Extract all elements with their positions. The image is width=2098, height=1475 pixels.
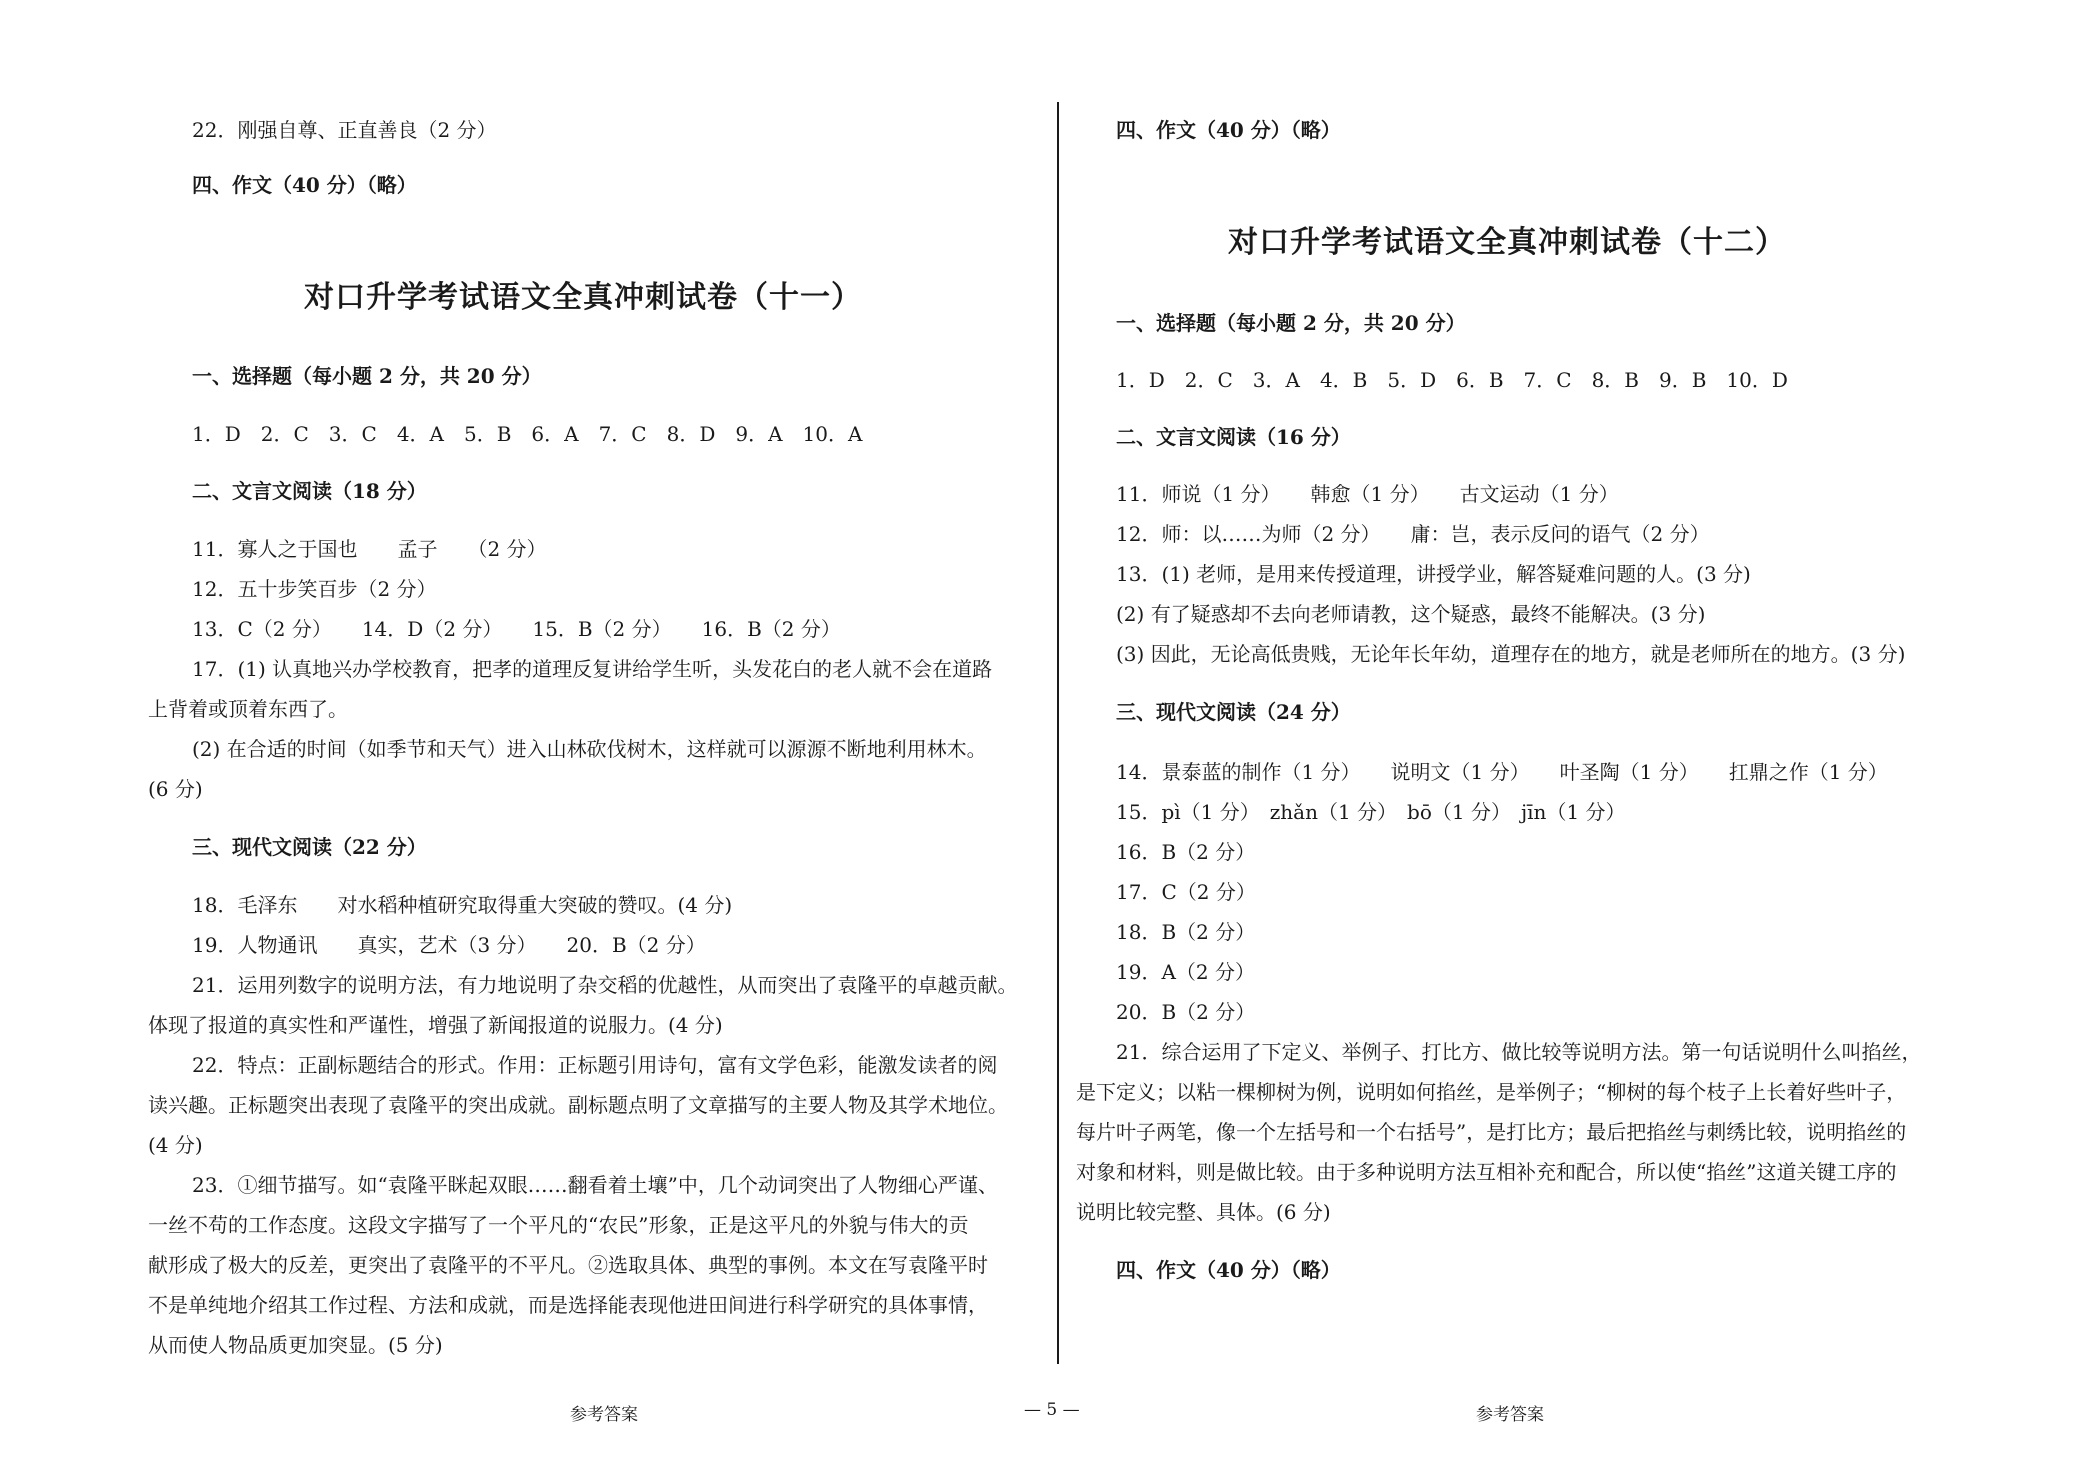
- answer-11: 11．寡人之于国也 孟子 （2 分）: [192, 537, 547, 561]
- section-choice: 一、选择题（每小题 2 分，共 20 分）: [192, 364, 542, 388]
- answer-17: 17．C（2 分）: [1116, 880, 1256, 904]
- answer-17-line4: (6 分): [148, 777, 203, 801]
- answer-21-line4: 对象和材料，则是做比较。由于多种说明方法互相补充和配合，所以使“掐丝”这道关键工序的: [1076, 1160, 1897, 1184]
- answer-23-line4: 不是单纯地介绍其工作过程、方法和成就，而是选择能表现他进田间进行科学研究的具体事情，: [148, 1293, 988, 1317]
- answer-23-line2: 一丝不苟的工作态度。这段文字描写了一个平凡的“农民”形象，正是这平凡的外貌与伟大的贡: [148, 1213, 969, 1237]
- answer-12: 12．五十步笑百步（2 分）: [192, 577, 437, 601]
- answer-11: 11．师说（1 分） 韩愈（1 分） 古文运动（1 分）: [1116, 482, 1619, 506]
- section-modern: 三、现代文阅读（22 分）: [192, 835, 427, 859]
- answer-22: 22．刚强自尊、正直善良（2 分）: [192, 118, 497, 142]
- column-divider: [1057, 102, 1059, 1364]
- section-essay-prev: 四、作文（40 分）（略）: [192, 173, 417, 197]
- page-number: — 5 —: [1024, 1400, 1080, 1420]
- answer-22-line3: (4 分): [148, 1133, 203, 1157]
- answer-15: 15．pì（1 分） zhǎn（1 分） bō（1 分） jīn（1 分）: [1116, 800, 1626, 824]
- answer-17-line3: (2) 在合适的时间（如季节和天气）进入山林砍伐树木，这样就可以源源不断地利用林木。: [192, 737, 987, 761]
- answer-18: 18．毛泽东 对水稻种植研究取得重大突破的赞叹。(4 分): [192, 893, 733, 917]
- section-classical: 二、文言文阅读（18 分）: [192, 479, 427, 503]
- answer-17-line1: 17．(1) 认真地兴办学校教育，把孝的道理反复讲给学生听，头发花白的老人就不会在道路: [192, 657, 993, 681]
- footer-left-label: 参考答案: [570, 1405, 638, 1425]
- answer-16: 16．B（2 分）: [1116, 840, 1256, 864]
- answer-22-line1: 22．特点：正副标题结合的形式。作用：正标题引用诗句，富有文学色彩，能激发读者的阅: [192, 1053, 998, 1077]
- answer-13-line3: (3) 因此，无论高低贵贱，无论年长年幼，道理存在的地方，就是老师所在的地方。(3 分): [1116, 642, 1906, 666]
- answer-23-line1: 23．①细节描写。如“袁隆平眯起双眼……翻看着土壤”中，几个动词突出了人物细心严谨、: [192, 1173, 998, 1197]
- section-essay: 四、作文（40 分）（略）: [1116, 1258, 1341, 1282]
- answer-13-line2: (2) 有了疑惑却不去向老师请教，这个疑惑，最终不能解决。(3 分): [1116, 602, 1706, 626]
- answer-21-line1: 21．综合运用了下定义、举例子、打比方、做比较等说明方法。第一句话说明什么叫掐丝，: [1116, 1040, 1922, 1064]
- answer-22-line2: 读兴趣。正标题突出表现了袁隆平的突出成就。副标题点明了文章描写的主要人物及其学术地位。: [148, 1093, 1008, 1117]
- answer-14: 14．景泰蓝的制作（1 分） 说明文（1 分） 叶圣陶（1 分） 扛鼎之作（1 分）: [1116, 760, 1888, 784]
- section-choice: 一、选择题（每小题 2 分，共 20 分）: [1116, 311, 1466, 335]
- answer-12: 12．师：以……为师（2 分） 庸：岂，表示反问的语气（2 分）: [1116, 522, 1710, 546]
- choice-answers: 1．D 2．C 3．C 4．A 5．B 6．A 7．C 8．D 9．A 10．A: [192, 422, 863, 446]
- answer-23-line5: 从而使人物品质更加突显。(5 分): [148, 1333, 443, 1357]
- answer-13-line1: 13．(1) 老师，是用来传授道理，讲授学业，解答疑难问题的人。(3 分): [1116, 562, 1751, 586]
- choice-answers: 1．D 2．C 3．A 4．B 5．D 6．B 7．C 8．B 9．B 10．D: [1116, 368, 1788, 392]
- section-essay-prev: 四、作文（40 分）（略）: [1116, 118, 1341, 142]
- answer-19: 19．A（2 分）: [1116, 960, 1255, 984]
- answer-20: 20．B（2 分）: [1116, 1000, 1256, 1024]
- answer-19-20: 19．人物通讯 真实，艺术（3 分） 20．B（2 分）: [192, 933, 706, 957]
- answer-21-line1: 21．运用列数字的说明方法，有力地说明了杂交稻的优越性，从而突出了袁隆平的卓越贡献。: [192, 973, 1018, 997]
- exam-title-12: 对口升学考试语文全真冲刺试卷（十二）: [1228, 225, 1786, 260]
- answer-21-line3: 每片叶子两笔，像一个左括号和一个右括号”，是打比方；最后把掐丝与刺绣比较，说明掐丝的: [1076, 1120, 1907, 1144]
- answer-21-line2: 是下定义；以粘一棵柳树为例，说明如何掐丝，是举例子；“柳树的每个枝子上长着好些叶子，: [1076, 1080, 1907, 1104]
- answer-17-line2: 上背着或顶着东西了。: [148, 697, 348, 721]
- footer-right-label: 参考答案: [1476, 1405, 1544, 1425]
- answer-18: 18．B（2 分）: [1116, 920, 1256, 944]
- answer-21-line2: 体现了报道的真实性和严谨性，增强了新闻报道的说服力。(4 分): [148, 1013, 723, 1037]
- answer-21-line5: 说明比较完整、具体。(6 分): [1076, 1200, 1331, 1224]
- exam-title-11: 对口升学考试语文全真冲刺试卷（十一）: [304, 280, 862, 315]
- answer-23-line3: 献形成了极大的反差，更突出了袁隆平的不平凡。②选取具体、典型的事例。本文在写袁隆平时: [148, 1253, 988, 1277]
- answer-13-16: 13．C（2 分） 14．D（2 分） 15．B（2 分） 16．B（2 分）: [192, 617, 841, 641]
- section-classical: 二、文言文阅读（16 分）: [1116, 425, 1351, 449]
- section-modern: 三、现代文阅读（24 分）: [1116, 700, 1351, 724]
